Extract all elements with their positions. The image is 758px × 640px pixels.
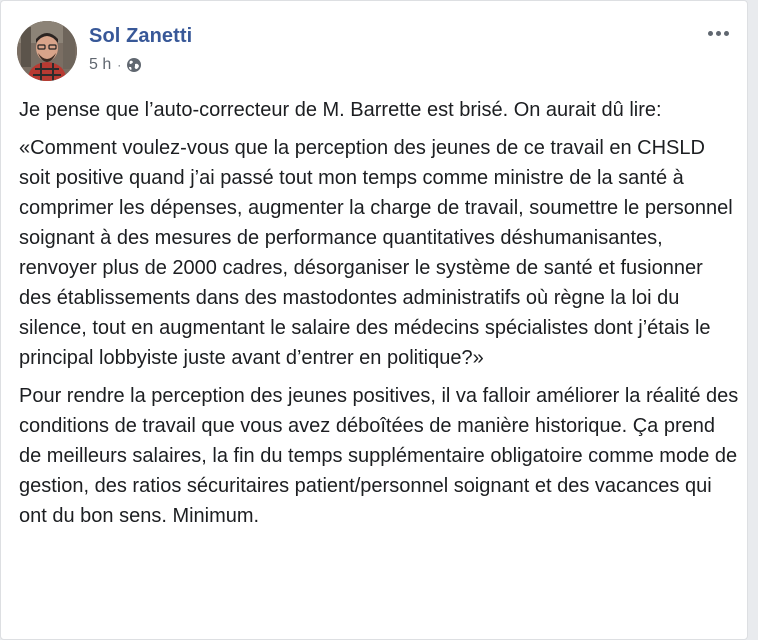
more-options-icon[interactable] (701, 23, 735, 43)
more-dot (724, 31, 729, 36)
post-paragraph: Pour rendre la perception des jeunes positives, il va falloir améliorer la réalité des conditions de travail que vous avez déboîtées de manière historique. Ça prend de meilleurs salaires, la fin du temps supplémentaire obligatoire comme mode de gestion, des ratios sécuritaires patient/personnel soignant et des vacances qui ont du bon sens. Minimum. (19, 385, 739, 527)
more-dot (708, 31, 713, 36)
author-name[interactable]: Sol Zanetti (89, 25, 193, 47)
post-meta (89, 56, 142, 74)
post-header (17, 17, 735, 81)
globe-icon[interactable] (126, 57, 142, 73)
post-paragraph: «Comment voulez-vous que la perception des jeunes de ce travail en CHSLD soit positive quand j’ai passé tout mon temps comme ministre de la santé à comprimer les dépenses, augmenter la charge de travail, soumettre le personnel soignant à des mesures de performance quantitatives déshumanisantes, renvoyer plus de 2000 cadres, désorganiser le système de santé et fusionner des établissements dans des mastodontes administratifs où règne la loi du silence, tout en augmentant le salaire des médecins spécialistes dont j’étais le principal lobbyiste juste avant d’entrer en politique?» (19, 137, 733, 369)
post-paragraph: Je pense que l’auto-correcteur de M. Barrette est brisé. On aurait dû lire: (19, 99, 662, 121)
post-timestamp[interactable]: 5 h (89, 56, 112, 73)
post-body (19, 95, 739, 539)
avatar-image (17, 21, 77, 81)
meta-separator: · (117, 58, 122, 72)
page-background (748, 0, 758, 640)
more-dot (716, 31, 721, 36)
avatar[interactable] (17, 21, 77, 81)
